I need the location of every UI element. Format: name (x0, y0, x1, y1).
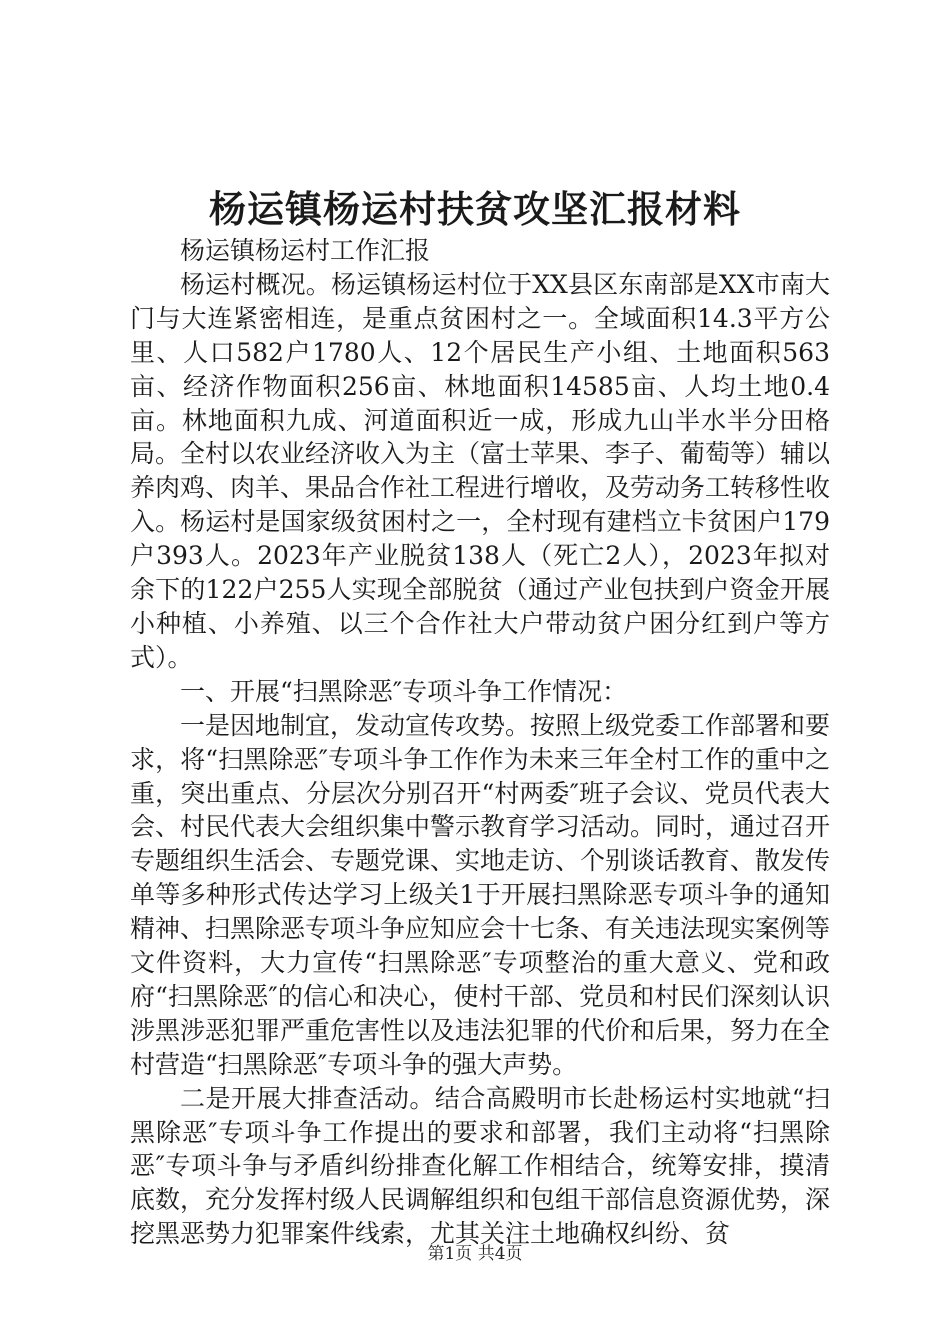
page-number-footer: 第1页 共4页 (427, 1244, 523, 1264)
paragraph-investigation: 二是开展大排查活动。结合高殿明市长赴杨运村实地就“扫黑除恶″专项斗争工作提出的要求和部署，我们主动将“扫黑除恶″专项斗争与矛盾纠纷排查化解工作相结合，统筹安排，摸清底数，充分发挥村级人民调解组织和包组干部信息资源优势，深挖黑恶势力犯罪案件线索，尤其关注土地确权纠纷、贫 (130, 1083, 831, 1249)
paragraph-overview: 杨运村概况。杨运镇杨运村位于XX县区东南部是XX市南大门与大连紧密相连，是重点贫困村之一。全域面积14.3平方公里、人口582户1780人、12个居民生产小组、土地面积563亩、经济作物面积256亩、林地面积14585亩、人均土地0.4亩。林地面积九成、河道面积近一成，形成九山半水半分田格局。全村以农业经济收入为主（富士苹果、李子、葡萄等）辅以养肉鸡、肉羊、果品合作社工程进行增收，及劳动务工转移性收入。杨运村是国家级贫困村之一，全村现有建档立卡贫困户179户393人。2023年产业脱贫138人（死亡2人），2023年拟对余下的122户255人实现全部脱贫（通过产业包扶到户资金开展小种植、小养殖、以三个合作社大户带动贫户困分红到户等方式）。 (130, 269, 831, 672)
document-body (130, 234, 830, 1251)
paragraph-subtitle: 杨运镇杨运村工作汇报 (180, 236, 431, 265)
paragraph-propaganda: 一是因地制宜，发动宣传攻势。按照上级党委工作部署和要求，将“扫黑除恶″专项斗争工作作为未来三年全村工作的重中之重，突出重点、分层次分别召开“村两委″班子会议、党员代表大会、村民代表大会组织集中警示教育学习活动。同时，通过召开专题组织生活会、专题党课、实地走访、个别谈话教育、散发传单等多种形式传达学习上级关1于开展扫黑除恶专项斗争的通知精神、扫黑除恶专项斗争应知应会十七条、有关违法现实案例等文件资料，大力宣传“扫黑除恶″专项整治的重大意义、党和政府“扫黑除恶″的信心和决心，使村干部、党员和村民们深刻认识涉黑涉恶犯罪严重危害性以及违法犯罪的代价和后果，努力在全村营造“扫黑除恶″专项斗争的强大声势。 (130, 710, 831, 1079)
document-title: 杨运镇杨运村扶贫攻坚汇报材料 (209, 187, 741, 231)
paragraph-section-heading: 一、开展“扫黑除恶″专项斗争工作情况： (180, 676, 628, 706)
